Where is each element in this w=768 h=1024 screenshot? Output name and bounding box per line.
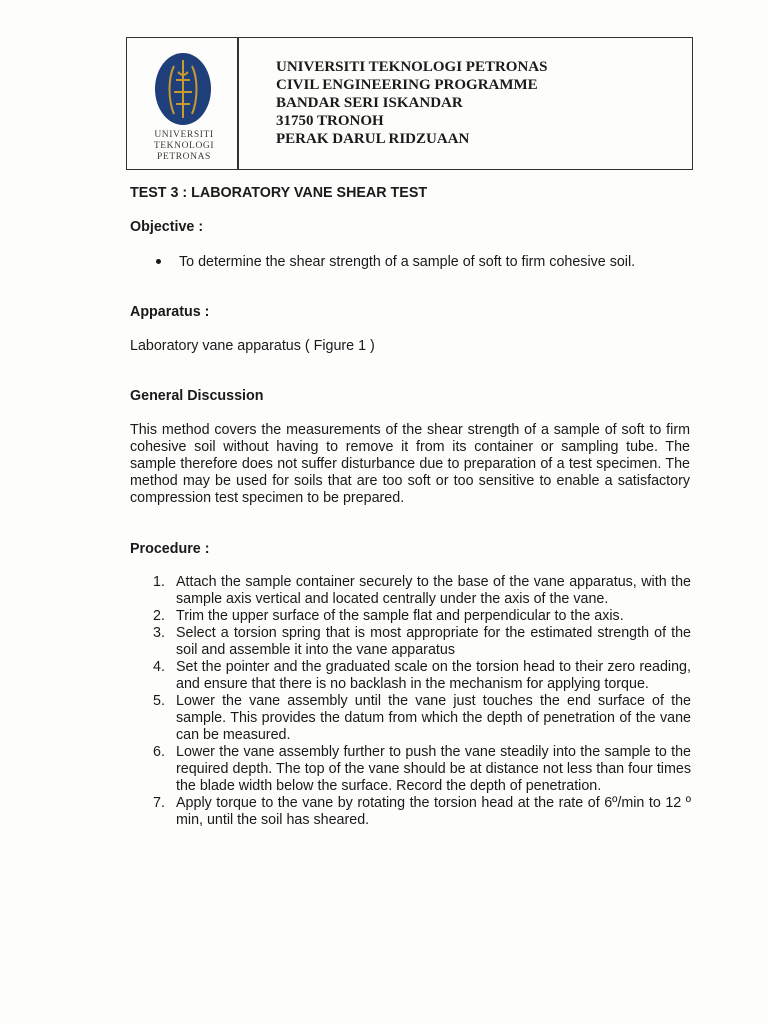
- step-number: 3.: [153, 625, 165, 641]
- step-text: Lower the vane assembly until the vane just touches the end surface of the sample. This provides the datum from which the depth of penetration of the vane can be measured.: [176, 693, 691, 743]
- step-number: 6.: [153, 744, 165, 760]
- procedure-step: [150, 625, 691, 659]
- step-number: 7.: [153, 795, 165, 811]
- objective-bullet: [150, 254, 635, 270]
- procedure-step: [150, 659, 691, 693]
- procedure-step: [150, 608, 691, 625]
- apparatus-heading: Apparatus :: [130, 304, 210, 320]
- general-discussion-heading: General Discussion: [130, 388, 264, 404]
- step-text: Set the pointer and the graduated scale on the torsion head to their zero reading, and ensure that there is no backlash in the mechanism for applying torque.: [176, 659, 691, 692]
- institution-line: CIVIL ENGINEERING PROGRAMME: [276, 77, 538, 93]
- apparatus-text: Laboratory vane apparatus ( Figure 1 ): [130, 338, 375, 354]
- objective-heading: Objective :: [130, 219, 204, 235]
- step-number: 4.: [153, 659, 165, 675]
- step-text: Apply torque to the vane by rotating the torsion head at the rate of 6º/min to 12 º min, until the soil has sheared.: [176, 795, 691, 828]
- procedure-step: [150, 744, 691, 795]
- logo-text-line: PETRONAS: [157, 152, 211, 162]
- institution-line: BANDAR SERI ISKANDAR: [276, 95, 463, 111]
- procedure-list: [150, 574, 691, 829]
- step-text: Attach the sample container securely to the base of the vane apparatus, with the sample axis vertical and located centrally under the axis of the vane.: [176, 574, 691, 607]
- step-number: 5.: [153, 693, 165, 709]
- step-number: 2.: [153, 608, 165, 624]
- procedure-step: [150, 795, 691, 829]
- page-title: TEST 3 : LABORATORY VANE SHEAR TEST: [130, 185, 428, 201]
- institution-line: PERAK DARUL RIDZUAAN: [276, 131, 470, 147]
- objective-text: To determine the shear strength of a sample of soft to firm cohesive soil.: [179, 254, 636, 270]
- general-discussion-text: This method covers the measurements of the shear strength of a sample of soft to firm cohesive soil without having to remove it from its container or sampling tube. The sample therefore does not suffer disturbance due to preparation of a test specimen. The method may be used for soils that are too soft or too sensitive to enable a satisfactory compression test specimen to be prepared.: [130, 422, 690, 506]
- procedure-heading: Procedure :: [130, 541, 210, 557]
- procedure-step: [150, 693, 691, 744]
- institution-address: [276, 58, 547, 148]
- institution-line: UNIVERSITI TEKNOLOGI PETRONAS: [276, 59, 548, 75]
- university-logo: [140, 52, 228, 168]
- logo-text-line: UNIVERSITI: [154, 130, 214, 140]
- step-number: 1.: [153, 574, 165, 590]
- institution-line: 31750 TRONOH: [276, 113, 384, 129]
- logo-text: [140, 130, 228, 163]
- utp-emblem-icon: [154, 52, 212, 126]
- step-text: Select a torsion spring that is most appropriate for the estimated strength of the soil and assemble it into the vane apparatus: [176, 625, 691, 658]
- logo-text-line: TEKNOLOGI: [153, 141, 215, 151]
- bullet-icon: [156, 259, 161, 264]
- procedure-step: [150, 574, 691, 608]
- step-text: Lower the vane assembly further to push the vane steadily into the sample to the required depth. The top of the vane should be at distance not less than four times the blade width below the surface. Record the depth of penetration.: [176, 744, 691, 794]
- step-text: Trim the upper surface of the sample flat and perpendicular to the axis.: [176, 608, 624, 624]
- header-divider: [237, 37, 239, 170]
